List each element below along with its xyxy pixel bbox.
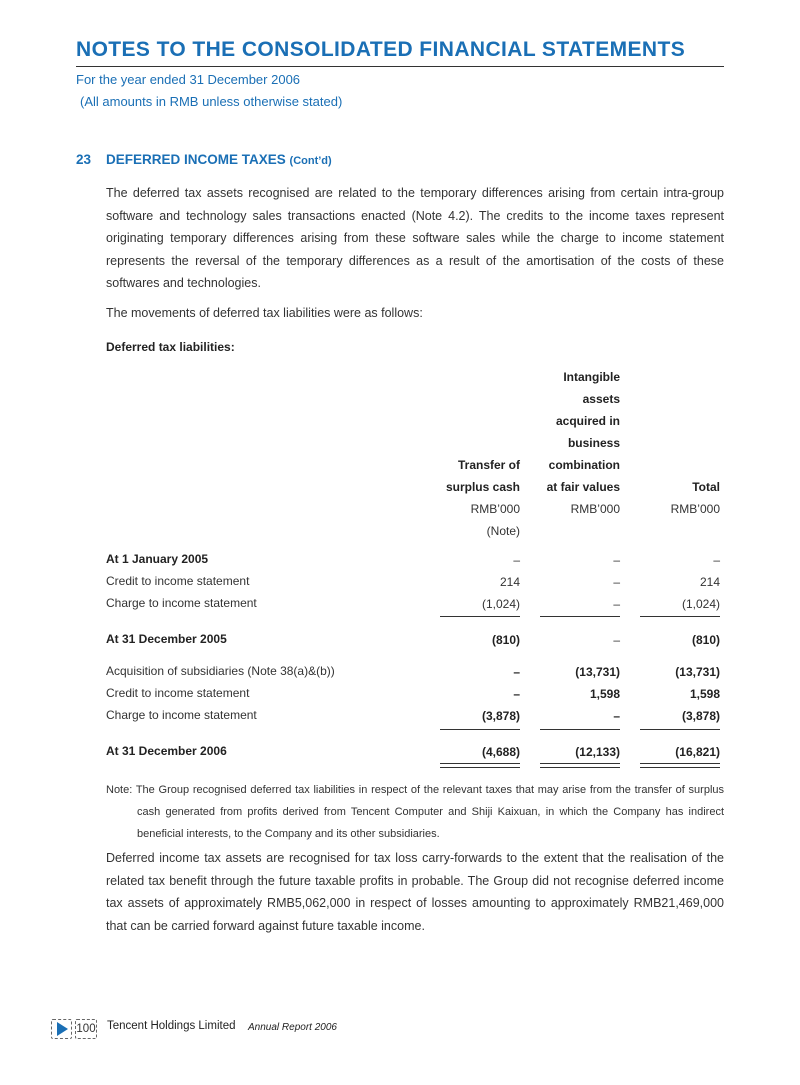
section-title-text: DEFERRED INCOME TAXES: [106, 152, 286, 167]
col3-unit: RMB’000: [670, 502, 720, 516]
table-row-label: Credit to income statement: [106, 574, 250, 588]
table-cell: –: [513, 553, 520, 567]
subtotal-rule: [540, 616, 620, 617]
table-row-label: Charge to income statement: [106, 596, 257, 610]
col2-header: [520, 366, 620, 498]
table-cell: –: [513, 687, 520, 701]
col2-header-line: business: [567, 436, 620, 450]
paragraph-deferred-tax-losses: Deferred income tax assets are recognised for tax loss carry-forwards to the extent that the realisation of the related tax benefit through the future taxable profits in probable. The Group did not recognise deferred income tax assets of approximately RMB5,062,000 in respect of losses amounting to approximately RMB21,469,000 that can be carried forward against future taxable income.: [106, 851, 724, 933]
subtotal-rule: [540, 729, 620, 730]
table-title: Deferred tax liabilities:: [106, 340, 235, 354]
col2-header-line: assets: [582, 392, 620, 406]
table-row-label: Charge to income statement: [106, 708, 257, 722]
footer-report-title: Annual Report 2006: [248, 1022, 337, 1033]
page-header-title: NOTES TO THE CONSOLIDATED FINANCIAL STATEMENTS: [76, 38, 686, 61]
total-double-rule: [640, 763, 720, 764]
page-number: 100: [75, 1019, 97, 1039]
header-period: For the year ended 31 December 2006: [76, 72, 301, 87]
table-cell: (810): [691, 633, 720, 647]
header-rule: [76, 66, 724, 67]
col2-header-line: at fair values: [546, 480, 620, 494]
table-cell: 1,598: [689, 687, 720, 701]
table-cell: (16,821): [675, 745, 720, 759]
table-cell: –: [713, 553, 720, 567]
total-double-rule: [540, 767, 620, 768]
col1-header-line: surplus cash: [445, 480, 520, 494]
play-arrow-icon: [51, 1019, 72, 1039]
table-cell: (13,731): [675, 665, 720, 679]
col1-note-ref: (Note): [486, 524, 520, 538]
section-number: 23: [76, 152, 92, 167]
table-row-label: Acquisition of subsidiaries (Note 38(a)&(b)): [106, 664, 335, 678]
table-cell: (3,878): [481, 709, 520, 723]
col2-header-line: acquired in: [555, 414, 620, 428]
col1-header-line: Transfer of: [457, 458, 520, 472]
table-row-label: Credit to income statement: [106, 686, 250, 700]
table-cell: –: [613, 575, 620, 589]
subtotal-rule: [640, 729, 720, 730]
header-currency-note: (All amounts in RMB unless otherwise stated): [80, 94, 343, 109]
table-row-label: At 31 December 2006: [106, 744, 227, 758]
table-cell: 214: [499, 575, 520, 589]
table-cell: (4,688): [481, 745, 520, 759]
total-double-rule: [440, 767, 520, 768]
table-cell: –: [613, 709, 620, 723]
subtotal-rule: [440, 729, 520, 730]
table-cell: –: [613, 597, 620, 611]
table-row-label: At 31 December 2005: [106, 632, 227, 646]
paragraph-movements-intro: The movements of deferred tax liabilities were as follows:: [106, 306, 423, 320]
table-cell: –: [613, 553, 620, 567]
table-cell: 1,598: [589, 687, 620, 701]
table-cell: (13,731): [575, 665, 620, 679]
paragraph-deferred-tax-assets: The deferred tax assets recognised are related to the temporary differences arising from certain intra-group software and technology sales transactions enacted (Note 4.2). The credits to the income taxes represent originating temporary differences arising from these software sales while the charge to income statement represents the reversal of the temporary differences as a result of the amortisation of the costs of these softwares and technologies.: [106, 186, 724, 290]
table-footnote-text: Note: The Group recognised deferred tax liabilities in respect of the relevant taxes that may arise from the transfer of surplus cash generated from profits derived from Tencent Computer and Shiji Kaixuan, in which the Company has indirect beneficial interests, to the Company and its other subsidiaries.: [106, 784, 724, 840]
table-cell: (810): [491, 633, 520, 647]
total-double-rule: [640, 767, 720, 768]
table-cell: (3,878): [681, 709, 720, 723]
table-cell: (1,024): [481, 597, 520, 611]
section-title-cont: (Cont’d): [289, 155, 332, 167]
table-cell: –: [513, 665, 520, 679]
subtotal-rule: [440, 616, 520, 617]
total-double-rule: [540, 763, 620, 764]
table-row-label: At 1 January 2005: [106, 552, 209, 566]
col2-header-line: Intangible: [563, 370, 620, 384]
col1-header: [420, 454, 520, 498]
footer-company: Tencent Holdings Limited: [107, 1020, 236, 1032]
table-footnote: [106, 779, 724, 845]
table-cell: (1,024): [681, 597, 720, 611]
section-title: [106, 152, 332, 167]
table-cell: –: [613, 633, 620, 647]
table-cell: 214: [699, 575, 720, 589]
col2-unit: RMB’000: [570, 502, 620, 516]
col2-header-line: combination: [548, 458, 620, 472]
col3-header: Total: [692, 480, 720, 494]
subtotal-rule: [640, 616, 720, 617]
table-cell: (12,133): [575, 745, 620, 759]
col1-unit: RMB’000: [470, 502, 520, 516]
total-double-rule: [440, 763, 520, 764]
